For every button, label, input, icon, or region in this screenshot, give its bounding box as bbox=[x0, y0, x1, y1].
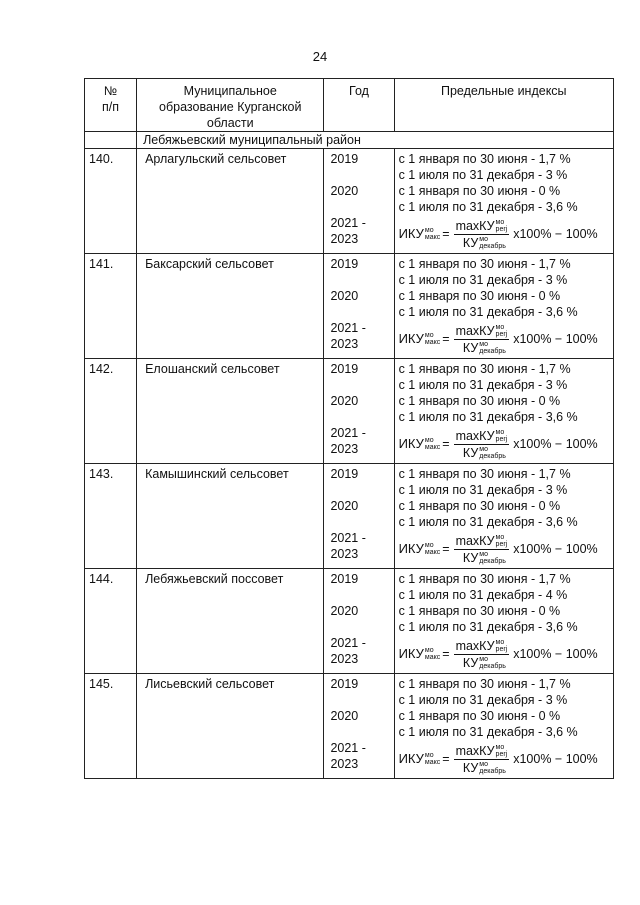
row-years bbox=[324, 359, 394, 464]
table-row bbox=[85, 254, 614, 359]
row-years bbox=[324, 149, 394, 254]
row-number: 145. bbox=[85, 674, 137, 779]
index-line-4: с 1 июля по 31 декабря - 3,6 % bbox=[398, 725, 578, 739]
index-line-3: с 1 января по 30 июня - 0 % bbox=[398, 289, 561, 303]
row-municipality: Камышинский сельсовет bbox=[137, 464, 324, 569]
year-range-start: 2021 - bbox=[330, 216, 366, 230]
formula-fraction bbox=[454, 428, 510, 461]
year-range-end: 2023 bbox=[330, 652, 359, 666]
formula-num-sub: perj bbox=[495, 645, 508, 653]
formula-eq: = bbox=[442, 227, 450, 241]
formula-num-sup: мо bbox=[495, 743, 505, 751]
index-line-4: с 1 июля по 31 декабря - 3,6 % bbox=[398, 620, 578, 634]
index-formula bbox=[399, 740, 613, 778]
index-formula bbox=[399, 635, 613, 673]
row-indices bbox=[394, 674, 613, 779]
index-line-3: с 1 января по 30 июня - 0 % bbox=[398, 394, 561, 408]
formula-fraction bbox=[454, 323, 510, 356]
formula-lhs-sup: мо bbox=[424, 647, 434, 654]
formula-den-sup: мо bbox=[479, 445, 488, 453]
formula-lhs: ИКУ bbox=[398, 646, 424, 661]
index-line-2: с 1 июля по 31 декабря - 3 % bbox=[398, 483, 568, 497]
header-year: Год bbox=[324, 79, 394, 132]
index-line-4: с 1 июля по 31 декабря - 3,6 % bbox=[398, 410, 578, 424]
page-number: 24 bbox=[312, 49, 328, 64]
index-formula bbox=[399, 215, 613, 253]
formula-num-sub: perj bbox=[495, 435, 508, 443]
year-range-start: 2021 - bbox=[330, 426, 366, 440]
header-mo: Муниципальное образование Курганской области bbox=[137, 79, 324, 132]
header-num: № п/п bbox=[85, 79, 137, 132]
formula-lhs-sup: мо bbox=[424, 437, 434, 444]
formula-tail: x100% − 100% bbox=[513, 437, 598, 451]
formula-tail: x100% − 100% bbox=[513, 752, 598, 766]
index-line-4: с 1 июля по 31 декабря - 3,6 % bbox=[398, 515, 578, 529]
formula-fraction bbox=[454, 743, 510, 776]
formula-num-sup: мо bbox=[495, 638, 505, 646]
index-line-3: с 1 января по 30 июня - 0 % bbox=[398, 499, 561, 513]
year-range-start: 2021 - bbox=[330, 636, 366, 650]
table-header-row bbox=[85, 79, 614, 132]
year-2020: 2020 bbox=[330, 394, 359, 408]
year-2020: 2020 bbox=[330, 289, 359, 303]
year-range-end: 2023 bbox=[330, 757, 359, 771]
formula-lhs: ИКУ bbox=[398, 541, 424, 556]
year-2019: 2019 bbox=[330, 572, 359, 586]
formula-num-sub: perj bbox=[495, 540, 508, 548]
formula-den-sub: декабрь bbox=[479, 347, 506, 355]
year-range-end: 2023 bbox=[330, 232, 359, 246]
row-municipality: Баксарский сельсовет bbox=[137, 254, 324, 359]
index-formula bbox=[399, 530, 613, 568]
index-line-2: с 1 июля по 31 декабря - 3 % bbox=[398, 693, 568, 707]
formula-lhs-sub: макс bbox=[424, 234, 441, 241]
formula-lhs-sup: мо bbox=[424, 227, 434, 234]
index-line-3: с 1 января по 30 июня - 0 % bbox=[398, 604, 561, 618]
formula-den-sub: декабрь bbox=[479, 242, 506, 250]
index-line-4: с 1 июля по 31 декабря - 3,6 % bbox=[398, 305, 578, 319]
formula-lhs-sub: макс bbox=[424, 444, 441, 451]
formula-num-sup: мо bbox=[495, 218, 505, 226]
year-2020: 2020 bbox=[330, 499, 359, 513]
index-line-1: с 1 января по 30 июня - 1,7 % bbox=[398, 677, 571, 691]
year-range-end: 2023 bbox=[330, 547, 359, 561]
formula-den-sup: мо bbox=[479, 235, 488, 243]
formula-num-sup: мо bbox=[495, 533, 505, 541]
formula-fraction bbox=[454, 218, 510, 251]
row-number: 143. bbox=[85, 464, 137, 569]
row-number: 144. bbox=[85, 569, 137, 674]
formula-lhs: ИКУ bbox=[398, 226, 424, 241]
formula-eq: = bbox=[442, 332, 450, 346]
formula-lhs: ИКУ bbox=[398, 751, 424, 766]
year-2020: 2020 bbox=[330, 184, 359, 198]
formula-den-sub: декабрь bbox=[479, 767, 506, 775]
row-municipality: Лисьевский сельсовет bbox=[137, 674, 324, 779]
row-years bbox=[324, 674, 394, 779]
table-row bbox=[85, 464, 614, 569]
formula-denominator: КУ bbox=[462, 655, 479, 670]
formula-den-sup: мо bbox=[479, 340, 488, 348]
year-2019: 2019 bbox=[330, 467, 359, 481]
row-number: 142. bbox=[85, 359, 137, 464]
index-line-1: с 1 января по 30 июня - 1,7 % bbox=[398, 572, 571, 586]
index-line-1: с 1 января по 30 июня - 1,7 % bbox=[398, 152, 571, 166]
year-2019: 2019 bbox=[330, 677, 359, 691]
year-2019: 2019 bbox=[330, 152, 359, 166]
formula-num-sub: perj bbox=[495, 225, 508, 233]
header-indices: Предельные индексы bbox=[394, 79, 613, 132]
index-line-2: с 1 июля по 31 декабря - 4 % bbox=[398, 588, 568, 602]
year-2019: 2019 bbox=[330, 362, 359, 376]
index-line-4: с 1 июля по 31 декабря - 3,6 % bbox=[398, 200, 578, 214]
formula-eq: = bbox=[442, 542, 450, 556]
formula-tail: x100% − 100% bbox=[513, 542, 598, 556]
row-indices bbox=[394, 254, 613, 359]
formula-eq: = bbox=[442, 752, 450, 766]
year-range-end: 2023 bbox=[330, 337, 359, 351]
formula-lhs: ИКУ bbox=[398, 436, 424, 451]
formula-denominator: КУ bbox=[462, 445, 479, 460]
table-row bbox=[85, 674, 614, 779]
index-line-1: с 1 января по 30 июня - 1,7 % bbox=[398, 257, 571, 271]
formula-lhs-sub: макс bbox=[424, 654, 441, 661]
formula-lhs-sup: мо bbox=[424, 542, 434, 549]
formula-denominator: КУ bbox=[462, 340, 479, 355]
formula-tail: x100% − 100% bbox=[513, 227, 598, 241]
row-indices bbox=[394, 464, 613, 569]
formula-tail: x100% − 100% bbox=[513, 332, 598, 346]
index-formula bbox=[399, 425, 613, 463]
formula-tail: x100% − 100% bbox=[513, 647, 598, 661]
index-line-2: с 1 июля по 31 декабря - 3 % bbox=[398, 273, 568, 287]
index-line-3: с 1 января по 30 июня - 0 % bbox=[398, 709, 561, 723]
formula-lhs: ИКУ bbox=[398, 331, 424, 346]
formula-den-sup: мо bbox=[479, 760, 488, 768]
row-years bbox=[324, 464, 394, 569]
index-formula bbox=[399, 320, 613, 358]
formula-den-sup: мо bbox=[479, 550, 488, 558]
formula-numerator: maxКУ bbox=[455, 323, 495, 338]
formula-denominator: КУ bbox=[462, 760, 479, 775]
year-range-start: 2021 - bbox=[330, 321, 366, 335]
formula-numerator: maxКУ bbox=[455, 428, 495, 443]
row-municipality: Лебяжьевский поссовет bbox=[137, 569, 324, 674]
row-years bbox=[324, 254, 394, 359]
year-range-start: 2021 - bbox=[330, 741, 366, 755]
index-line-1: с 1 января по 30 июня - 1,7 % bbox=[398, 362, 571, 376]
formula-lhs-sub: макс bbox=[424, 759, 441, 766]
index-line-1: с 1 января по 30 июня - 1,7 % bbox=[398, 467, 571, 481]
table-row bbox=[85, 569, 614, 674]
table-row bbox=[85, 359, 614, 464]
index-line-2: с 1 июля по 31 декабря - 3 % bbox=[398, 168, 568, 182]
year-2020: 2020 bbox=[330, 604, 359, 618]
formula-num-sup: мо bbox=[495, 323, 505, 331]
formula-num-sup: мо bbox=[495, 428, 505, 436]
formula-den-sub: декабрь bbox=[479, 557, 506, 565]
formula-eq: = bbox=[442, 437, 450, 451]
formula-num-sub: perj bbox=[495, 750, 508, 758]
district-row bbox=[85, 132, 614, 149]
formula-den-sup: мо bbox=[479, 655, 488, 663]
formula-denominator: КУ bbox=[462, 550, 479, 565]
row-indices bbox=[394, 149, 613, 254]
formula-lhs-sub: макс bbox=[424, 549, 441, 556]
year-2020: 2020 bbox=[330, 709, 359, 723]
formula-numerator: maxКУ bbox=[455, 218, 495, 233]
formula-eq: = bbox=[442, 647, 450, 661]
row-municipality: Елошанский сельсовет bbox=[137, 359, 324, 464]
district-name: Лебяжьевский муниципальный район bbox=[137, 132, 614, 149]
table-row bbox=[85, 149, 614, 254]
formula-den-sub: декабрь bbox=[479, 662, 506, 670]
row-indices bbox=[394, 359, 613, 464]
formula-fraction bbox=[454, 638, 510, 671]
row-number: 140. bbox=[85, 149, 137, 254]
formula-numerator: maxКУ bbox=[455, 638, 495, 653]
formula-numerator: maxКУ bbox=[455, 533, 495, 548]
formula-num-sub: perj bbox=[495, 330, 508, 338]
row-indices bbox=[394, 569, 613, 674]
formula-denominator: КУ bbox=[462, 235, 479, 250]
index-line-3: с 1 января по 30 июня - 0 % bbox=[398, 184, 561, 198]
year-2019: 2019 bbox=[330, 257, 359, 271]
row-municipality: Арлагульский сельсовет bbox=[137, 149, 324, 254]
formula-numerator: maxКУ bbox=[455, 743, 495, 758]
row-years bbox=[324, 569, 394, 674]
formula-fraction bbox=[454, 533, 510, 566]
formula-lhs-sup: мо bbox=[424, 752, 434, 759]
row-number: 141. bbox=[85, 254, 137, 359]
indices-table bbox=[84, 78, 614, 779]
index-line-2: с 1 июля по 31 декабря - 3 % bbox=[398, 378, 568, 392]
year-range-end: 2023 bbox=[330, 442, 359, 456]
year-range-start: 2021 - bbox=[330, 531, 366, 545]
formula-lhs-sub: макс bbox=[424, 339, 441, 346]
formula-den-sub: декабрь bbox=[479, 452, 506, 460]
formula-lhs-sup: мо bbox=[424, 332, 434, 339]
